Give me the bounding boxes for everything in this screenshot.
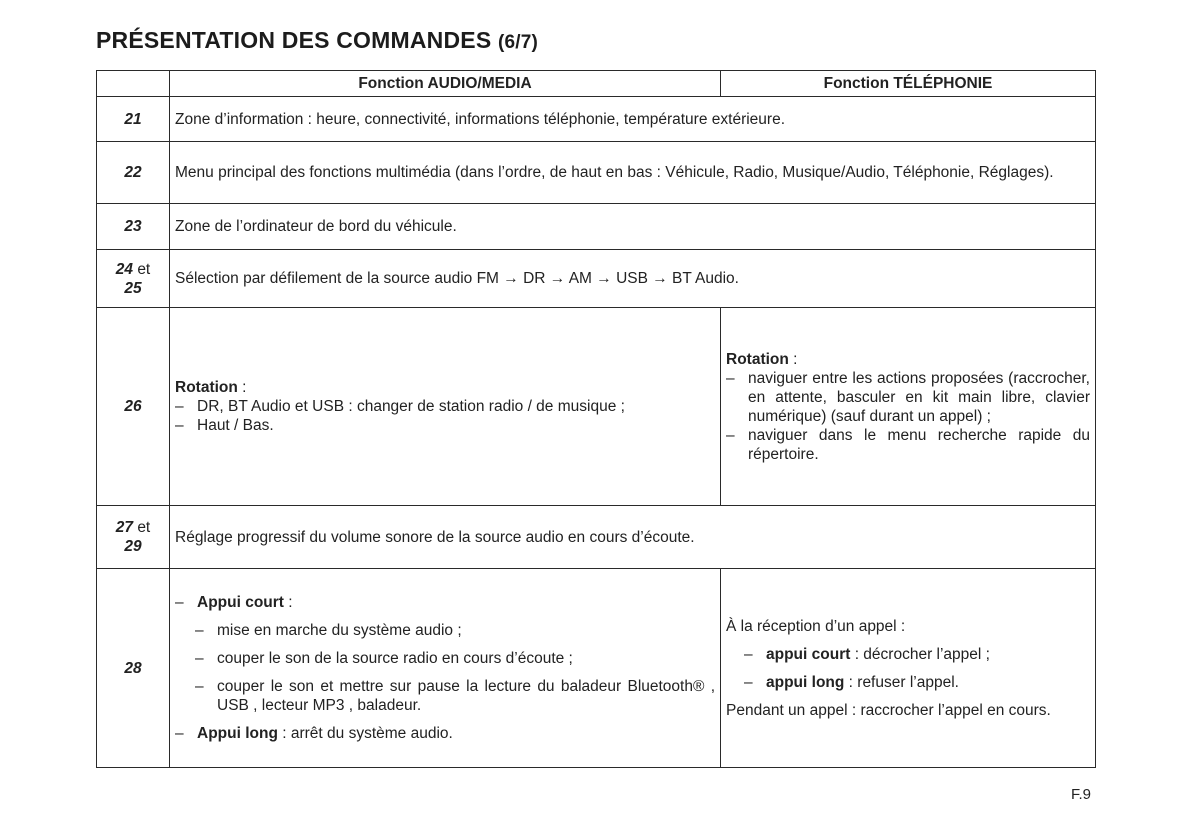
page-number: F.9 — [1071, 786, 1092, 803]
rotation-label: Rotation — [175, 379, 238, 396]
list-item: – naviguer entre les actions proposées (raccrocher, en attente, basculer en kit main libre, clavier numérique) (sauf durant un appel) ; — [726, 369, 1090, 425]
phone-description — [721, 569, 1096, 768]
list-item: – Appui long : arrêt du système audio. — [175, 725, 453, 742]
table-row — [97, 204, 1096, 250]
table-row — [97, 308, 1096, 506]
call-during: Pendant un appel : raccrocher l’appel en cours. — [726, 701, 1051, 719]
list-item: – Haut / Bas. — [175, 417, 274, 434]
controls-table — [96, 70, 1096, 768]
table-row — [97, 142, 1096, 204]
table-row — [97, 506, 1096, 569]
list-item: – DR, BT Audio et USB : changer de station radio / de musique ; — [175, 398, 625, 415]
audio-description: Rotation : – DR, BT Audio et USB : changer de station radio / de musique ; – Haut / Bas. — [170, 308, 721, 506]
row-number: 28 — [97, 569, 170, 768]
row-description: Zone de l’ordinateur de bord du véhicule. — [170, 204, 1096, 250]
table-row — [97, 97, 1096, 142]
list-item: – appui long : refuser l’appel. — [744, 673, 959, 691]
header-phone: Fonction TÉLÉPHONIE — [721, 71, 1096, 97]
row-number: 23 — [97, 204, 170, 250]
table-row — [97, 250, 1096, 308]
list-item: – naviguer dans le menu recherche rapide du répertoire. — [726, 426, 1090, 463]
header-empty — [97, 71, 170, 97]
row-number: 27 et 29 — [97, 506, 170, 569]
row-number: 26 — [97, 308, 170, 506]
rotation-label: Rotation — [726, 350, 789, 368]
row-number: 22 — [97, 142, 170, 204]
row-number: 21 — [97, 97, 170, 142]
row-description: Réglage progressif du volume sonore de la source audio en cours d’écoute. — [170, 506, 1096, 569]
list-item: – mise en marche du système audio ; — [195, 622, 462, 639]
page-title: PRÉSENTATION DES COMMANDES (6/7) — [96, 27, 539, 53]
audio-description — [170, 569, 721, 768]
table-row — [97, 569, 1096, 768]
call-intro: À la réception d’un appel : — [726, 617, 906, 635]
row-description: Menu principal des fonctions multimédia (dans l’ordre, de haut en bas : Véhicule, Radio, Musique/Audio, Téléphonie, Réglages). — [170, 142, 1096, 204]
header-row — [97, 71, 1096, 97]
phone-description: Rotation : – naviguer entre les actions proposées (raccrocher, en attente, basculer en kit main libre, clavier numérique) (sauf durant un appel) ; – naviguer dans le menu recherche rapide du répertoire. — [721, 308, 1096, 506]
list-item: – appui court : décrocher l’appel ; — [744, 645, 990, 663]
list-item: – couper le son de la source radio en cours d’écoute ; — [195, 650, 573, 667]
row-description: Zone d’information : heure, connectivité, informations téléphonie, température extérieure. — [170, 97, 1096, 142]
list-item: – Appui court : — [175, 594, 293, 611]
list-item: – couper le son et mettre sur pause la lecture du baladeur Bluetooth® , USB , lecteur MP3 , baladeur. — [195, 678, 715, 714]
header-audio: Fonction AUDIO/MEDIA — [170, 71, 721, 97]
page-part: (6/7) — [497, 32, 539, 53]
row-description: Sélection par défilement de la source audio FM → DR → AM → USB → BT Audio. — [170, 250, 1096, 308]
row-number: 24 et 25 — [97, 250, 170, 308]
